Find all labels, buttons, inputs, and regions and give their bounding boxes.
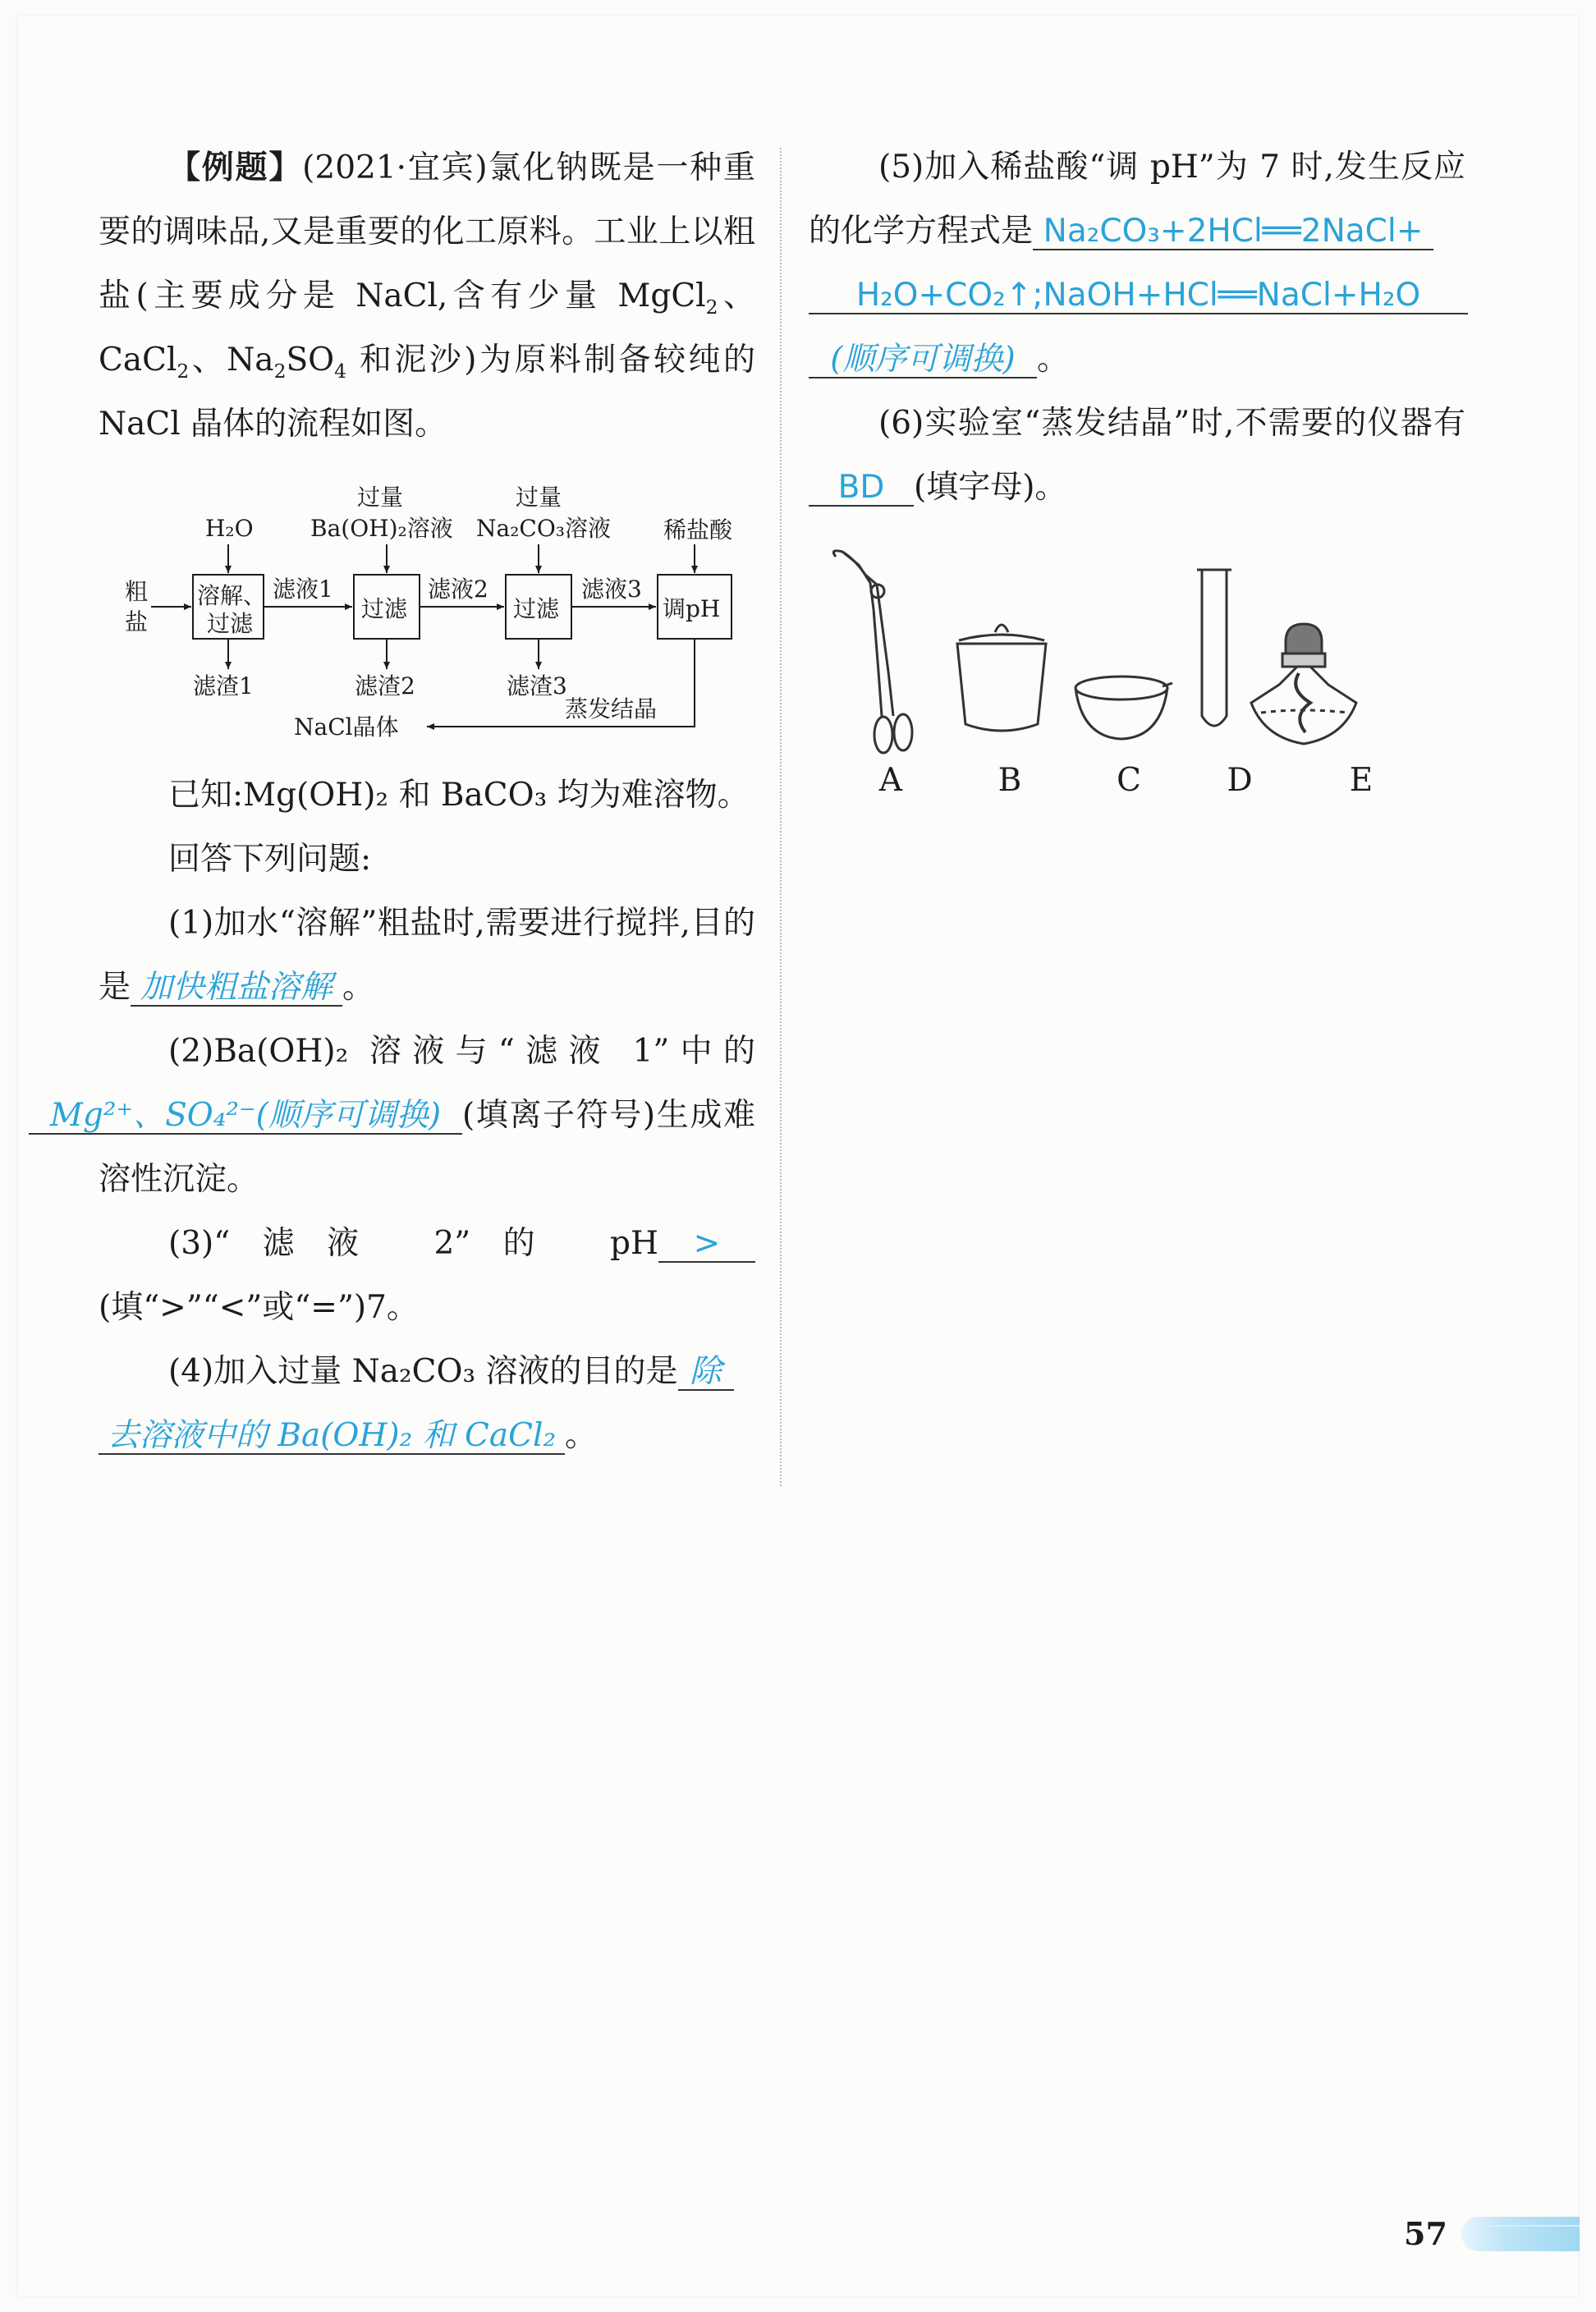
flow-filtrate-3: 滤液3 xyxy=(581,576,642,603)
answer-3-blank: > xyxy=(658,1227,755,1263)
flow-input-water: H₂O xyxy=(205,515,254,542)
svg-text:过滤: 过滤 xyxy=(207,610,254,637)
answer-5-line-1: Na₂CO₃+2HCl══2NaCl+ xyxy=(1033,215,1433,250)
flow-product: NaCl晶体 xyxy=(294,713,399,741)
question-2: (2)Ba(OH)₂ 溶液与“滤液 1”中的Mg²⁺、SO₄²⁻(顺序可调换) (填离子符号)生成难溶性沉淀。 xyxy=(99,1020,755,1212)
answer-prompt: 回答下列问题: xyxy=(168,841,372,878)
example-source: (2021·宜宾) xyxy=(302,149,488,186)
known-info: 已知:Mg(OH)₂ 和 BaCO₃ 均为难溶物。 xyxy=(168,777,750,814)
page-tab-decoration xyxy=(1461,2217,1580,2251)
question-5-line-2 xyxy=(809,264,1465,328)
answer-5-line-2: H₂O+CO₂↑;NaOH+HCl══NaCl+H₂O xyxy=(809,279,1468,314)
process-flow-diagram xyxy=(115,472,755,755)
svg-text:过量: 过量 xyxy=(516,484,562,511)
flow-step-filter-3: 过滤 xyxy=(513,595,560,622)
flow-step-dissolve: 溶解、 xyxy=(197,582,267,609)
answer-2-blank: Mg²⁺、SO₄²⁻(顺序可调换) xyxy=(29,1099,462,1135)
question-5-line-3: (顺序可调换) 。 xyxy=(809,328,1465,392)
flow-input-baoh2: Ba(OH)₂溶液 xyxy=(310,515,453,542)
answer-5-line-3: (顺序可调换) xyxy=(809,343,1037,378)
apparatus-label-e: E xyxy=(1349,762,1374,799)
left-column-questions xyxy=(49,764,755,1468)
flow-filtrate-2: 滤液2 xyxy=(428,576,488,603)
apparatus-label-b: B xyxy=(998,762,1022,799)
right-column xyxy=(809,135,1465,520)
apparatus-label-d: D xyxy=(1227,762,1253,799)
crucible-tongs xyxy=(833,551,912,753)
flow-evaporate: 蒸发结晶 xyxy=(565,695,658,722)
left-column xyxy=(99,135,755,456)
flow-input-na2co3: Na₂CO₃溶液 xyxy=(476,515,612,542)
column-divider xyxy=(780,148,782,1486)
answer-6-blank: BD xyxy=(809,471,914,507)
alcohol-lamp xyxy=(1251,624,1356,744)
question-4-cont: 去溶液中的 Ba(OH)₂ 和 CaCl₂ 。 xyxy=(99,1404,755,1468)
answer-1-blank: 加快粗盐溶解 xyxy=(131,971,342,1007)
flow-step-ph: 调pH xyxy=(663,595,721,622)
svg-text:盐: 盐 xyxy=(125,608,149,635)
question-4: (4)加入过量 Na₂CO₃ 溶液的目的是 除 xyxy=(99,1340,755,1404)
flow-residue-2: 滤渣2 xyxy=(355,672,415,700)
question-6: (6)实验室“蒸发结晶”时,不需要的仪器有BD (填字母)。 xyxy=(809,392,1465,520)
apparatus-label-c: C xyxy=(1117,762,1141,799)
example-intro: 【例题】(2021·宜宾)氯化钠既是一种重要的调味品,又是重要的化工原料。工业上以粗盐(主要成分是 NaCl,含有少量 MgCl$_2$、CaCl$_2$、$Na_2SO_4$ 和泥沙)为原料制备较纯的 NaCl 晶体的流程如图。 xyxy=(99,149,755,443)
question-1: (1)加水“溶解”粗盐时,需要进行搅拌,目的是 加快粗盐溶解 。 xyxy=(99,905,755,1006)
question-3: (3)“滤液 2”的 pH >(填“>”“<”或“=”)7。 xyxy=(99,1212,755,1340)
flow-residue-1: 滤渣1 xyxy=(193,672,254,700)
page-number: 57 xyxy=(1404,2215,1447,2252)
apparatus-label-a: A xyxy=(878,762,903,799)
example-tag: 【例题】 xyxy=(168,149,303,186)
flow-raw-salt: 粗 xyxy=(125,578,149,605)
flow-input-hcl: 稀盐酸 xyxy=(663,516,733,544)
answer-4-blank-a: 除 xyxy=(678,1356,734,1391)
flow-filtrate-1: 滤液1 xyxy=(273,576,333,603)
crucible-with-lid xyxy=(957,625,1046,731)
flow-step-filter-2: 过滤 xyxy=(361,595,408,622)
answer-4-blank-b: 去溶液中的 Ba(OH)₂ 和 CaCl₂ xyxy=(99,1420,565,1455)
question-5: (5)加入稀盐酸“调 pH”为 7 时,发生反应的化学方程式是 Na₂CO₃+2HCl══2NaCl+ xyxy=(809,149,1465,250)
test-tube xyxy=(1197,570,1231,726)
evaporating-dish xyxy=(1075,677,1172,739)
flow-residue-3: 滤渣3 xyxy=(507,672,567,700)
svg-text:过量: 过量 xyxy=(357,484,404,511)
